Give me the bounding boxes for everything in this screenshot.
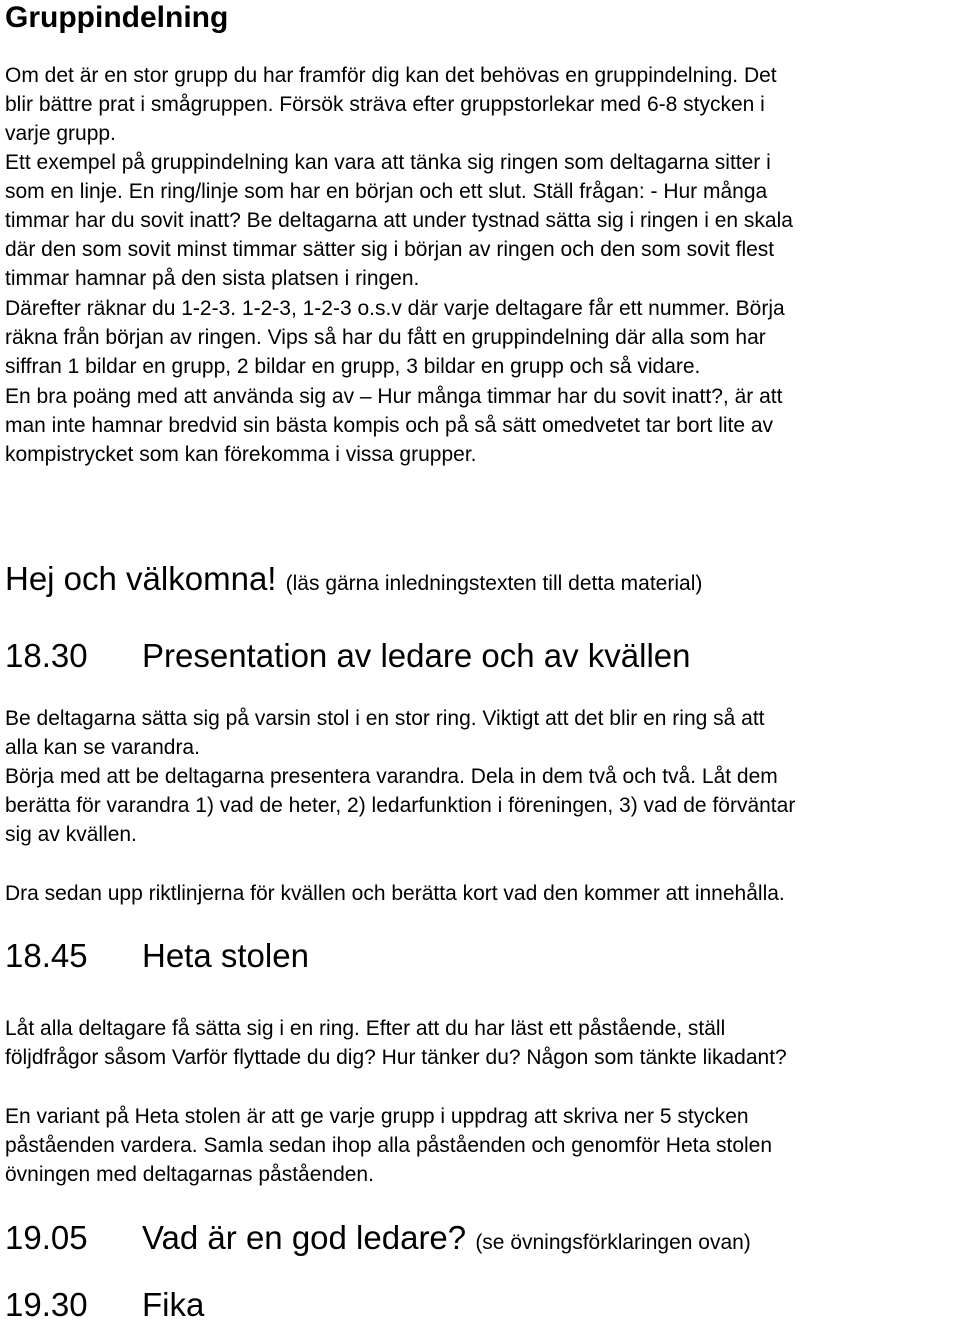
section-title: Presentation av ledare och av kvällen bbox=[142, 637, 691, 674]
page-title: Gruppindelning bbox=[5, 1, 229, 34]
intro-paragraph-3: Därefter räknar du 1-2-3. 1-2-3, 1-2-3 o.s.v där varje deltagare får ett nummer. Börja räkna från början av ringen. Vips så har du fått en gruppindelning där alla som har siffran 1 bildar en grupp, 2 bildar en grupp, 3 bildar en grupp och så vidare. bbox=[5, 297, 785, 378]
section-heading-heta-stolen bbox=[5, 936, 309, 976]
presentation-paragraph-2: Börja med att be deltagarna presentera varandra. Dela in dem två och två. Låt dem berätta för varandra 1) vad de heter, 2) ledarfunktion i föreningen, 3) vad de förväntar sig av kvällen. bbox=[5, 765, 796, 846]
presentation-paragraph-3: Dra sedan upp riktlinjerna för kvällen och berätta kort vad den kommer att innehålla. bbox=[5, 882, 785, 905]
heta-stolen-paragraph-1: Låt alla deltagare få sätta sig i en ring. Efter att du har läst ett påstående, ställ följdfrågor såsom Varför flyttade du dig? Hur tänker du? Någon som tänkte likadant? bbox=[5, 1017, 787, 1069]
presentation-paragraph-1: Be deltagarna sätta sig på varsin stol i en stor ring. Viktigt att det blir en ring så att alla kan se varandra. bbox=[5, 707, 765, 759]
intro-paragraph-4: En bra poäng med att använda sig av – Hur många timmar har du sovit inatt?, är att man inte hamnar bredvid sin bästa kompis och på så sätt omedvetet tar bort lite av kompistrycket som kan förekomma i vissa grupper. bbox=[5, 385, 783, 466]
intro-paragraph-2: Ett exempel på gruppindelning kan vara att tänka sig ringen som deltagarna sitter i som en linje. En ring/linje som har en början och ett slut. Ställ frågan: - Hur många timmar har du sovit inatt? Be deltagarna att under tystnad sätta sig i ringen i en skala där den som sovit minst timmar sätter sig i början av ringen och den som sovit flest timmar hamnar på den sista platsen i ringen. bbox=[5, 151, 793, 290]
section-heading-presentation bbox=[5, 636, 691, 676]
intro-paragraph-1: Om det är en stor grupp du har framför dig kan det behövas en gruppindelning. Det blir bättre prat i smågruppen. Försök sträva efter gruppstorlekar med 6-8 stycken i varje grupp. bbox=[5, 64, 777, 145]
section-title: Vad är en god ledare? bbox=[142, 1219, 467, 1256]
section-time: 19.05 bbox=[5, 1219, 88, 1256]
section-time: 19.30 bbox=[5, 1286, 88, 1323]
section-title: Heta stolen bbox=[142, 937, 309, 974]
section-heading-fika bbox=[5, 1285, 204, 1325]
section-title: Fika bbox=[142, 1286, 205, 1323]
section-note: (se övningsförklaringen ovan) bbox=[475, 1231, 751, 1254]
section-time: 18.45 bbox=[5, 937, 88, 974]
heta-stolen-paragraph-2: En variant på Heta stolen är att ge varje grupp i uppdrag att skriva ner 5 stycken påståenden vardera. Samla sedan ihop alla påståenden och genomför Heta stolen övningen med deltagarnas påståenden. bbox=[5, 1105, 773, 1186]
section-heading-god-ledare bbox=[5, 1218, 751, 1263]
welcome-heading-row bbox=[5, 559, 702, 604]
welcome-heading: Hej och välkomna! bbox=[5, 560, 277, 597]
welcome-note: (läs gärna inledningstexten till detta material) bbox=[285, 572, 703, 595]
section-time: 18.30 bbox=[5, 637, 88, 674]
